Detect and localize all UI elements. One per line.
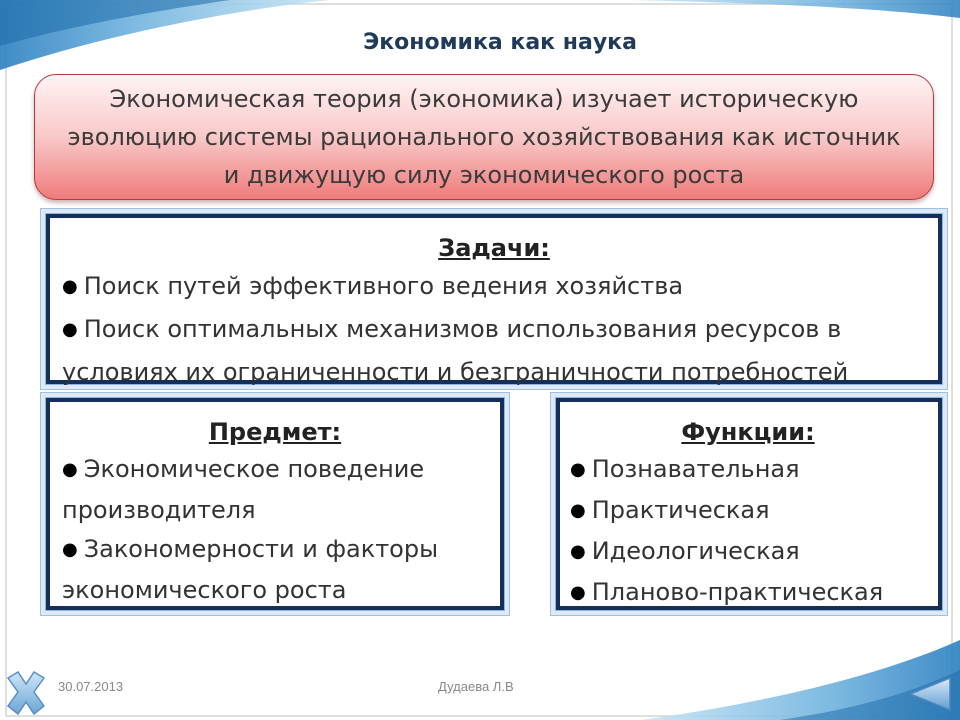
bullet-icon: ●: [62, 459, 78, 480]
bullet-icon: ●: [570, 500, 586, 521]
list-item: [570, 573, 938, 614]
bullet-icon: ●: [570, 541, 586, 562]
close-icon[interactable]: [0, 668, 52, 720]
subject-panel: [46, 398, 504, 610]
bullet-icon: ●: [62, 276, 78, 297]
list-item-text: Идеологическая: [591, 537, 800, 565]
list-item: [570, 491, 938, 532]
subject-heading: Предмет:: [208, 418, 342, 446]
previous-slide-icon[interactable]: [906, 674, 956, 714]
list-item-text: Познавательная: [591, 455, 800, 483]
list-item-text: Поиск оптимальных механизмов использования ресурсов в условиях их ограниченности и безграничности потребностей: [62, 315, 849, 386]
tasks-panel: [46, 214, 942, 384]
list-item: [62, 450, 500, 530]
list-item-text: Поиск путей эффективного ведения хозяйства: [83, 272, 684, 300]
footer-author: Дудаева Л.В: [438, 679, 514, 694]
subject-list: [62, 450, 500, 610]
list-item: [62, 530, 500, 610]
bullet-icon: ●: [570, 459, 586, 480]
bullet-icon: ●: [62, 319, 78, 340]
list-item-text: Планово-практическая: [591, 578, 884, 606]
footer-date: 30.07.2013: [58, 679, 124, 694]
functions-heading: Функции:: [681, 418, 815, 446]
tasks-heading: Задачи:: [438, 234, 550, 262]
functions-list: [570, 450, 938, 614]
bullet-icon: ●: [570, 582, 586, 603]
slide-title: Экономика как наука: [363, 30, 637, 55]
list-item-text: Закономерности и факторы экономического роста: [62, 535, 439, 604]
tasks-list: [62, 266, 938, 392]
list-item-text: Экономическое поведение производителя: [62, 455, 425, 524]
list-item: [570, 532, 938, 573]
list-item: [570, 450, 938, 491]
list-item-text: Практическая: [591, 496, 770, 524]
list-item: [62, 309, 938, 392]
bullet-icon: ●: [62, 539, 78, 560]
list-item: [62, 266, 938, 309]
functions-panel: [556, 398, 942, 610]
definition-box: Экономическая теория (экономика) изучает историческую эволюцию системы рационального хозяйствования как источник и движущую силу экономического роста: [34, 74, 934, 200]
